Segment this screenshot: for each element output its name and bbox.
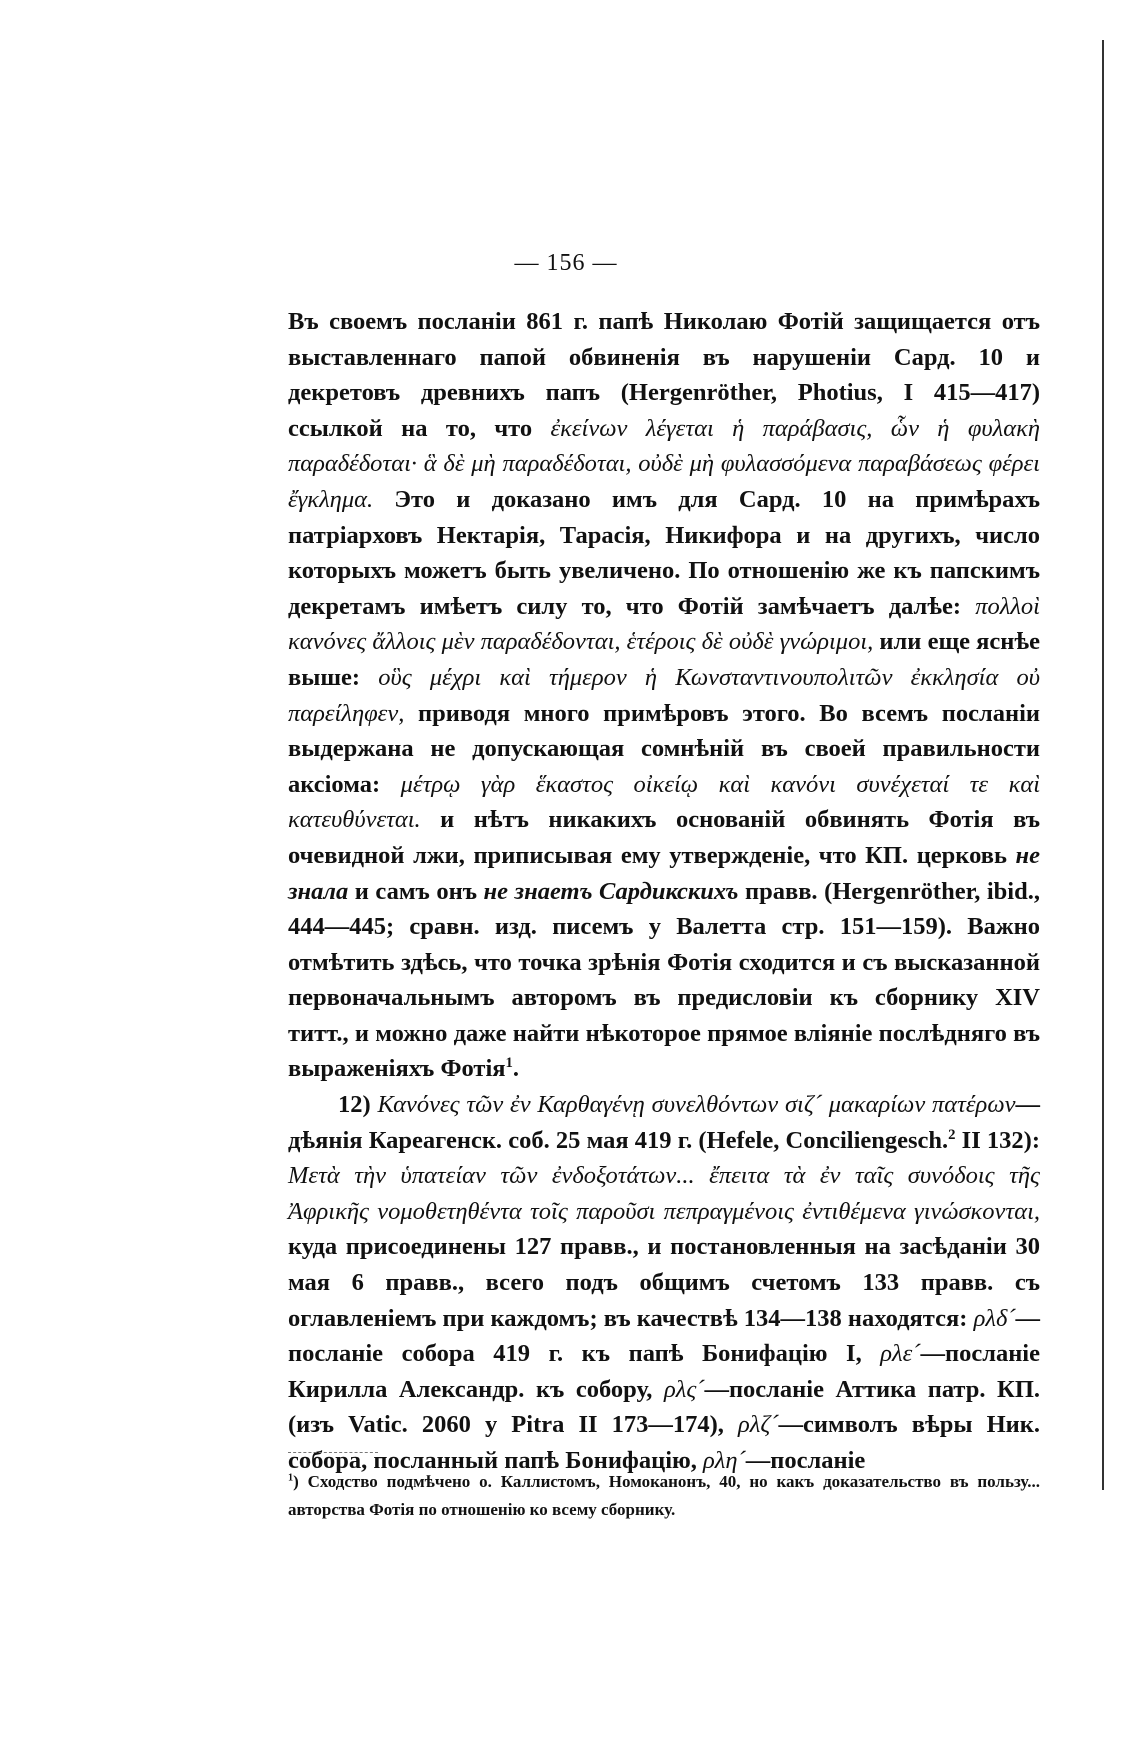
text-run: Это и доказано имъ для Сард. 10 на примѣрахъ патріарховъ Нектарія, Тарасія, Никифора и на другихъ, число которыхъ можетъ быть увеличено. По отношенію же къ папскимъ декретамъ имѣетъ силу то, что Фотій замѣчаетъ далѣе:: [288, 485, 1040, 620]
text-run: Въ своемъ посланіи 861 г. папѣ Николаю Фотій защищается отъ выставленнаго папой обвиненія въ нарушеніи Сард. 10 и декретовъ древнихъ папъ (Hergenröther, Photius, I 415—417) ссылкой на то, что: [288, 308, 1040, 442]
text-run: .: [512, 1055, 519, 1083]
greek-quote: μέτρῳ γὰρ ἕκαστος οἰκείῳ καὶ κανόνι συνέχεταί τε καὶ κατευθύνεται.: [288, 770, 1040, 834]
paragraph-1: [288, 304, 1040, 1087]
footnote: [288, 1468, 1040, 1524]
italic-emphasis: не знала: [288, 841, 1040, 905]
footnote-separator: [288, 1452, 378, 1453]
text-run: приводя много примѣровъ этого. Во всемъ посланіи выдержана не допускающая сомнѣній въ своей правильности аксіома:: [288, 699, 1040, 798]
text-run: куда присоединены 127 правв., и постановленныя на засѣданіи 30 мая 6 правв., всего подъ общимъ счетомъ 133 правв. съ оглавленіемъ при каждомъ; въ качествѣ 134—138 находятся:: [288, 1233, 1040, 1332]
greek-quote: οὓς μέχρι καὶ τήμερον ἡ Κωνσταντινουπολιτῶν ἐκκλησία οὐ παρείληφεν,: [288, 663, 1041, 727]
book-page: [36, 40, 1096, 1698]
text-run: —посланіе собора 419 г. къ папѣ Бонифацію I,: [288, 1304, 1040, 1368]
text-run: —посланіе Кирилла Александр. къ собору,: [288, 1340, 1040, 1403]
text-run: и нѣтъ никакихъ основаній обвинять Фотія въ очевидной лжи, приписывая ему утвержденіе, что КП. церковь: [288, 806, 1040, 869]
text-run: —посланіе Аттика патр. КП. (изъ Vatic. 2060 у Pitra II 173—174),: [288, 1375, 1041, 1439]
italic-emphasis: не знаетъ Сардикскихъ: [483, 877, 739, 905]
text-run: —посланіе: [745, 1447, 866, 1474]
text-run: правв. (Hergenröther, ibid., 444—445; сравн. изд. писемъ у Валетта стр. 151—159). Важно отмѣтить здѣсь, что точка зрѣнія Фотія сходится и съ высказанной первоначальнымъ авторомъ въ предисловіи къ сборнику XIV титт., и можно даже найти нѣкоторое прямое вліяніе послѣдняго въ выраженіяхъ Фотія: [288, 877, 1040, 1083]
text-run: или еще яснѣе выше:: [288, 628, 1041, 691]
text-run: и самъ онъ: [348, 877, 484, 905]
text-run: —дѣянія Кареагенск. соб. 25 мая 419 г. (Hefele, Conciliengesch.: [288, 1091, 1040, 1154]
text-run: —символъ вѣры Ник. собора, посланный папѣ Бонифацію,: [288, 1411, 1040, 1474]
footnote-text: ) Сходство подмѣчено о. Каллистомъ, Номоканонъ, 40, но какъ доказательство въ пользу... авторства Фотія по отношенію ко всему сборнику.: [288, 1472, 1040, 1519]
greek-numeral: ρλε´: [880, 1340, 921, 1368]
main-text: [288, 304, 1040, 1479]
greek-numeral: ρλζ´: [738, 1411, 779, 1439]
text-run: 12): [338, 1091, 378, 1119]
greek-numeral: ρλη´: [703, 1447, 746, 1474]
greek-numeral: ρλδ´: [973, 1304, 1016, 1332]
greek-quote: Κανόνες τῶν ἐν Καρθαγένῃ συνελθόντων σιζ´ μακαρίων πατέρων: [377, 1091, 1016, 1119]
paragraph-2: [288, 1087, 1040, 1479]
greek-quote: πολλοὶ κανόνες ἄλλοις μὲν παραδέδονται, ἑτέροις δὲ οὐδὲ γνώριμοι,: [288, 592, 1040, 656]
footnote-reference[interactable]: 1: [505, 1055, 513, 1072]
greek-numeral: ρλς´: [663, 1375, 705, 1403]
greek-quote: Μετὰ τὴν ὑπατείαν τῶν ἐνδοξοτάτων... ἔπειτα τὰ ἐν ταῖς συνόδοις τῆς Ἀφρικῆς νομοθετηθέντα τοῖς παροῦσι πεπραγμένοις ἐντιθέμενα γινώσκονται,: [288, 1162, 1040, 1225]
page-number: — 156 —: [514, 250, 618, 276]
footnote-marker: 1: [288, 1472, 294, 1484]
edition-superscript: 2: [948, 1126, 956, 1143]
text-run: II 132):: [955, 1126, 1040, 1154]
greek-quote: ἐκείνων λέγεται ἡ παράβασις, ὧν ἡ φυλακὴ παραδέδοται· ἃ δὲ μὴ παραδέδοται, οὐδὲ μὴ φυλασσόμενα παραβάσεως φέρει ἔγκλημα.: [288, 414, 1041, 513]
page-edge-line: [1102, 40, 1104, 1490]
